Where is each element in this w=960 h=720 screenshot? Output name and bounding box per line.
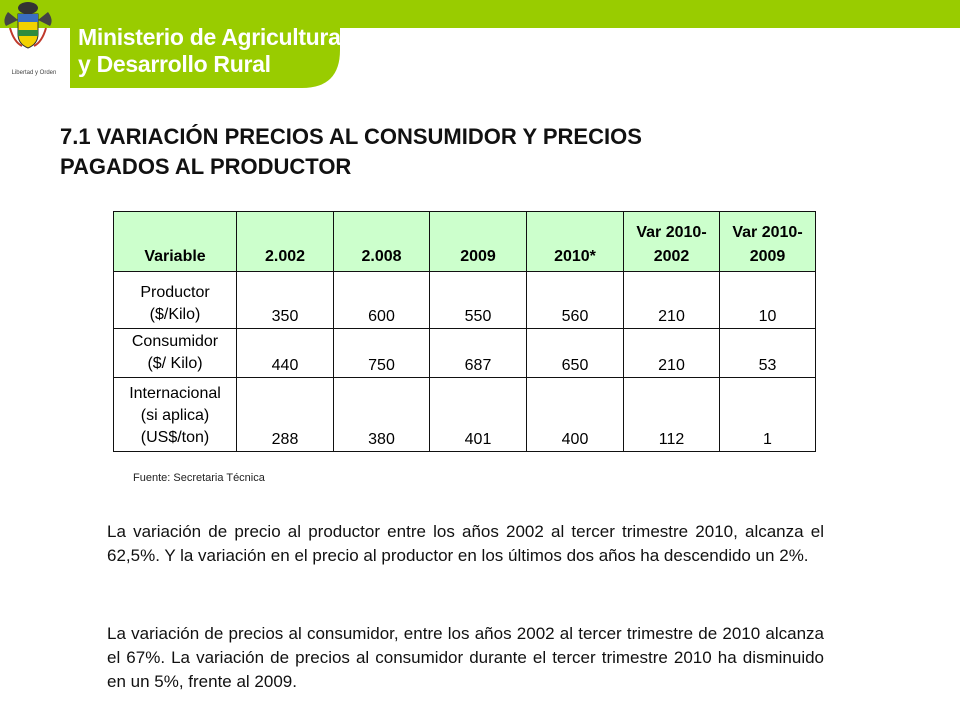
price-variation-table [113, 211, 816, 452]
variable-label-line: (si aplica) [140, 407, 210, 424]
ministry-line-2: y Desarrollo Rural [78, 51, 271, 77]
value-cell: 750 [334, 329, 430, 378]
header-cell: Var 2010- 2002 [624, 212, 720, 272]
paragraph-consumer: La variación de precios al consumidor, entre los años 2002 al tercer trimestre de 2010 alcanza el 67%. La variación de precios al consumidor durante el tercer trimestre 2010 ha disminuido en un 5%, frente al 2009. [107, 624, 824, 691]
variable-cell [114, 329, 237, 378]
value-cell: 10 [720, 272, 816, 329]
value-cell: 600 [334, 272, 430, 329]
table-row [114, 272, 816, 329]
table-header-row [114, 212, 816, 272]
paragraph-producer: La variación de precio al productor entre los años 2002 al tercer trimestre 2010, alcanza el 62,5%. Y la variación en el precio al productor en los últimos dos años ha descendido un 2%. [107, 522, 824, 565]
value-cell: 560 [527, 272, 624, 329]
value-cell: 380 [334, 378, 430, 452]
value-cell: 401 [430, 378, 527, 452]
value-cell: 550 [430, 272, 527, 329]
title-line-1: 7.1 VARIACIÓN PRECIOS AL CONSUMIDOR Y PRECIOS [60, 124, 642, 149]
variable-label-line: Internacional [129, 385, 221, 402]
variable-cell [114, 272, 237, 329]
variable-label-line: Productor [140, 284, 210, 301]
page-title [60, 122, 820, 182]
coat-of-arms-icon [0, 0, 56, 52]
ministry-name [78, 24, 341, 78]
table-row [114, 378, 816, 452]
header-cell: 2.008 [334, 212, 430, 272]
value-cell: 210 [624, 329, 720, 378]
value-cell: 650 [527, 329, 624, 378]
variable-label-line: ($/ Kilo) [147, 355, 203, 372]
title-line-2: PAGADOS AL PRODUCTOR [60, 154, 352, 179]
value-cell: 400 [527, 378, 624, 452]
variable-label-line: ($/Kilo) [149, 306, 201, 323]
value-cell: 288 [237, 378, 334, 452]
header-bar [0, 0, 960, 88]
variable-label-line: Consumidor [131, 333, 219, 350]
header-cell: 2009 [430, 212, 527, 272]
value-cell: 53 [720, 329, 816, 378]
variable-label-line: (US$/ton) [140, 429, 210, 446]
value-cell: 687 [430, 329, 527, 378]
source-note: Fuente: Secretaria Técnica [133, 472, 265, 484]
logo-caption: Libertad y Orden [11, 70, 57, 76]
ministry-line-1: Ministerio de Agricultura [78, 24, 341, 50]
table-row [114, 329, 816, 378]
header-cell: Var 2010- 2009 [720, 212, 816, 272]
value-cell: 112 [624, 378, 720, 452]
header-cell: 2.002 [237, 212, 334, 272]
value-cell: 210 [624, 272, 720, 329]
header-cell: Variable [114, 212, 237, 272]
value-cell: 350 [237, 272, 334, 329]
value-cell: 440 [237, 329, 334, 378]
variable-cell [114, 378, 237, 452]
value-cell: 1 [720, 378, 816, 452]
header-cell: 2010* [527, 212, 624, 272]
